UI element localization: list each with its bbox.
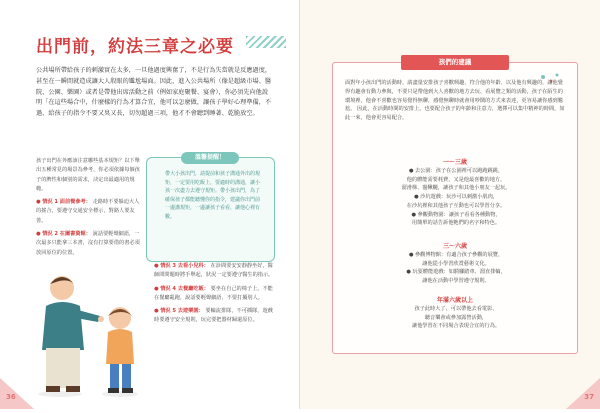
item-label: 情況 4 去餐廳吃飯：	[160, 285, 209, 292]
list-item	[154, 262, 274, 281]
tip-heading: 溫馨提醒！	[181, 152, 239, 164]
card-intro-part-1: 面對年小孩出門的活動時，請盡量安排孩子喜歡興趣、符合他的年齡、以及他有興趣的，讓他覺得有趣會有動力參與，不要只是帶他到大人喜歡的地方去玩、看展覽之類的活動，孩子在陌生的環境裡，他會不喜歡也容易覺得無聊，感覺無聊時就會用吵鬧的方式來表達，更容易讓你感到尷尬。	[345, 80, 563, 113]
column-paragraph: 孩子出門在外應該注意哪些基本規矩？以下舉出五種常見的場景為參考，你必須依據每個孩子的脾性和個別的需求，決定出最適用的規範。	[36, 158, 140, 192]
section-line: 聽音樂會或參加露營活動，	[424, 314, 488, 321]
scenario-list	[154, 262, 274, 330]
page-number-corner	[566, 378, 600, 409]
item-label: 情況 3 去看小兒科：	[160, 263, 209, 269]
bullet-marker: ●	[154, 285, 159, 292]
section-line: ● 沙坑遊戲：玩沙可以刺激小肌肉，	[414, 194, 498, 201]
bullet-marker: ●	[36, 199, 41, 206]
tip-box	[146, 154, 275, 262]
title-decoration	[246, 36, 286, 48]
tip-text: 帶大小孩出門，請提前和孩子溝通外出的規矩，一定要用吃飯上，要適時的溝通，讓小孩一次盡力去遵守規矩。帶小孩出門，為了確保孩子都能聽懂你的指令，建議你出門前一邊講規矩，一邊讓孩子看看，讓他心裡有數。	[165, 171, 261, 220]
section-line: 在沙坑裡和其他孩子互動也可以學習分享。	[406, 202, 506, 209]
section-line: 孩子此時大了，可以帶他去看電影、	[414, 306, 498, 312]
section-text-1-3	[363, 167, 549, 228]
intro-paragraph: 公共場所帶給孩子的刺激實在太多，一旦他過度興奮了，不是行為失當就是反應過度，甚至在一瞬間就造成讓大人殷眼的尷尬場面。因此，進入公共場所（像是超級市場、醫院、公園、樂園）或者是帶他出席活動之前（例如家庭聚餐、宴會），你必須先向他說明「在這些場合中，什麼樣的行為才算合宜，他可以怎麼做，讓孩子學好心理準備，不過，給孩子的指令不要又臭又長，切勿超過三項，他才不會聽到睡著、乾脆放空。	[36, 67, 272, 118]
section-text-6-plus	[363, 305, 549, 331]
card-intro	[345, 79, 565, 123]
section-line: ● 參觀動物園：讓孩子看看各種動物，	[411, 211, 501, 218]
item-label: 情況 5 去遊樂園：	[160, 308, 204, 315]
page-number: 36	[6, 393, 16, 401]
list-item	[154, 285, 274, 304]
item-text: 說話要輕聲細語，一次最多只能拿三本書，沒有打算要借的書必須放回原位的位置。	[36, 231, 140, 256]
parent-child-illustration	[38, 270, 148, 398]
page-title: 出門前，約法三章之必要	[36, 37, 234, 57]
corner-decoration-icon	[566, 378, 600, 409]
right-page	[300, 0, 600, 409]
card-intro-part-2: 因此，在活動時間的安排上，也要配合孩子的年齡和注意力，選擇可以集中精神的時間，如此一來，他會更容易配合。	[345, 106, 565, 122]
bullet-marker: ●	[154, 263, 159, 269]
section-line: 用簡單的話告訴他牠們的名字和特色。	[411, 220, 501, 227]
advice-card	[332, 58, 578, 354]
bullet-marker: ●	[154, 308, 159, 315]
left-column	[36, 157, 140, 262]
section-heading-6-plus: 年滿六歲以上	[436, 297, 473, 304]
section-line: ● 玩耍體能遊戲：如騎腳踏車、溜直排輪，	[406, 269, 506, 276]
page-number-corner	[0, 378, 34, 409]
card-tab: 孩們的建議	[401, 55, 509, 70]
section-line: ● 去公園：孩子在公園裡可以跑跑跳跳，	[408, 168, 504, 174]
section-line: 溜滑梯、盪鞦韆，讓孩子和其他小朋友一起玩。	[401, 185, 511, 192]
left-page	[0, 0, 300, 409]
list-item	[154, 307, 274, 326]
section-heading-3-6: 三～六歲	[442, 243, 467, 250]
section-line: 讓他在活動中學習遵守規則。	[422, 278, 490, 285]
item-text: 走路時不要躲迫大人的搖合，要遵守交通安全標示，對路人要友善。	[36, 199, 140, 224]
item-label: 情況 1 面前餐參考：	[42, 199, 91, 206]
section-line: 讓他學習在不同場合表現合宜的行為。	[411, 323, 501, 330]
section-line: 他的體能需要耗費，又是他最喜歡的地方，	[406, 176, 506, 183]
list-item	[36, 198, 140, 226]
section-heading-1-3: 一～三歲	[442, 159, 467, 166]
item-label: 情況 2 在圖書資館：	[42, 231, 91, 238]
item-text: 要輪流排隊，不可插隊，遊戲時要遵守安全規則，玩完要把器材歸還原位。	[154, 308, 273, 324]
item-text: 要坐在自己的椅子上，不能在餐廳亂跑，說話要輕聲細語，不要打擾別人。	[154, 285, 273, 301]
list-item	[36, 230, 140, 258]
bullet-marker: ●	[36, 231, 41, 238]
section-line: ● 參觀博物館：有適合孩子參觀的展覽，	[408, 252, 504, 258]
item-text: 在診間要安安靜靜坐好，醫師問問題時將手舉起，狀況一定要遵守醫生的指示。	[154, 263, 274, 279]
section-text-3-6	[363, 251, 549, 286]
page-number: 37	[584, 393, 594, 401]
section-line: 讓他從小學習欣賞藝術文化。	[422, 260, 490, 267]
